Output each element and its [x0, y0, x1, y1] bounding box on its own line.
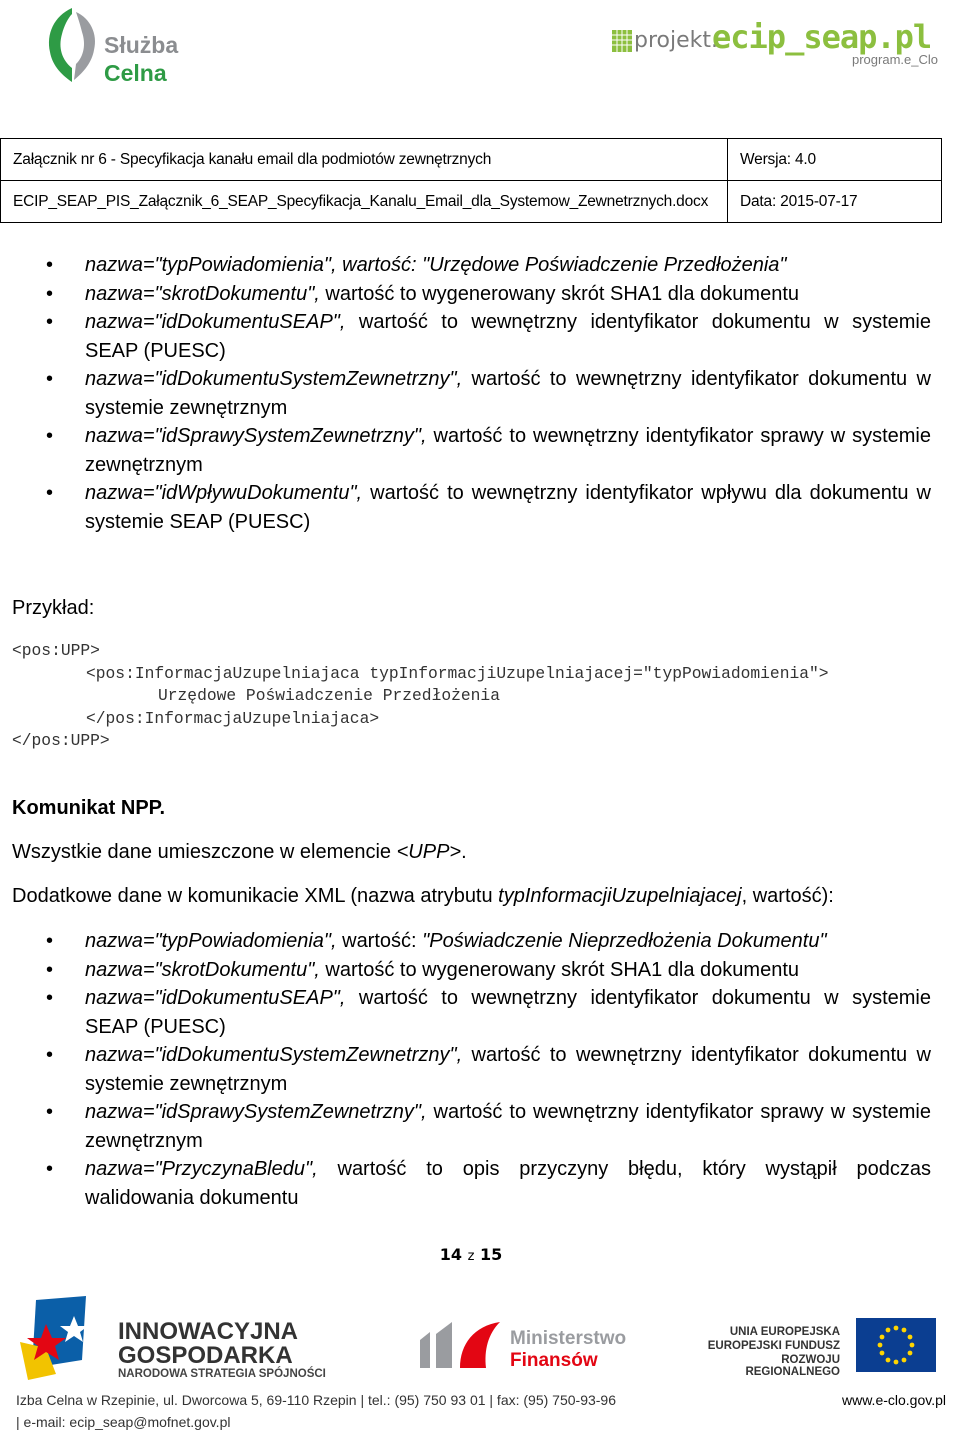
section-heading: Komunikat NPP. [12, 797, 165, 819]
logo-line: UNIA EUROPEJSKA [729, 1326, 840, 1338]
attr-value: "Poświadczenie Nieprzedłożenia Dokumentu" [422, 930, 827, 952]
logo-prefix: projekt. [634, 28, 718, 53]
list-item [0, 1041, 931, 1098]
code-line: </pos:InformacjaUzupelniajaca> [86, 709, 380, 728]
attr-name: nazwa="skrotDokumentu", [85, 958, 320, 981]
ecip-seap-logo [612, 14, 942, 70]
logo-line: Ministerstwo [510, 1328, 627, 1349]
list-item [0, 251, 931, 280]
sluzba-celna-logo [42, 4, 202, 88]
attr-desc: wartość to wewnętrzny identyfikator dokumentu w systemie zewnętrznym [85, 1044, 931, 1095]
attribute-list-upp [0, 251, 931, 536]
attr-desc: wartość to wewnętrzny identyfikator dokumentu w systemie SEAP (PUESC) [85, 987, 931, 1038]
logo-line: NARODOWA STRATEGIA SPÓJNOŚCI [118, 1368, 326, 1380]
footer-email: | e-mail: ecip_seap@mofnet.gov.pl [16, 1414, 231, 1430]
attr-desc: wartość to wewnętrzny identyfikator sprawy w systemie zewnętrznym [85, 425, 931, 476]
attr-name: nazwa="idSprawySystemZewnetrzny", [85, 1101, 427, 1123]
attr-name: nazwa="idDokumentuSEAP", [85, 311, 346, 333]
sluzba-celna-emblem-icon [42, 4, 102, 88]
attr-name: nazwa="PrzyczynaBledu", [85, 1158, 318, 1180]
footer-website-link[interactable]: www.e-clo.gov.pl [842, 1392, 947, 1408]
attr-desc: wartość to opis przyczyny błędu, który wystąpił podczas walidowania dokumentu [85, 1158, 931, 1209]
mf-emblem-icon [414, 1320, 504, 1370]
logo-line: INNOWACYJNA [118, 1318, 299, 1345]
npp-paragraph-1: Wszystkie dane umieszczone w elemencie <UPP>. [12, 841, 467, 863]
logo-sub: program.e_Clo [852, 52, 938, 67]
date-cell: Data: 2015-07-17 [728, 181, 942, 223]
logo-line: GOSPODARKA [118, 1342, 293, 1369]
attr-name: nazwa="idWpływuDokumentu", [85, 482, 363, 504]
example-label: Przykład: [12, 597, 95, 619]
list-item [0, 280, 931, 309]
logo-text-line2: Celna [104, 60, 167, 86]
attr-name: nazwa="typPowiadomienia", [85, 930, 337, 952]
attribute-list-npp [0, 927, 931, 1212]
doc-filename-cell: ECIP_SEAP_PIS_Załącznik_6_SEAP_Specyfikacja_Kanalu_Email_dla_Systemow_Zewnetrznych.docx [1, 181, 728, 223]
attr-name: nazwa="idSprawySystemZewnetrzny", [85, 425, 427, 447]
logo-line: Finansów [510, 1350, 598, 1371]
logo-line: ROZWOJU REGIONALNEGO [745, 1354, 840, 1378]
ministerstwo-finansow-logo [414, 1312, 654, 1376]
star-flag-icon [16, 1296, 112, 1382]
list-item [0, 1155, 931, 1212]
list-item [0, 422, 931, 479]
attr-desc: wartość to wewnętrzny identyfikator dokumentu w systemie zewnętrznym [85, 368, 931, 419]
eu-logo [684, 1318, 944, 1378]
attr-desc: wartość: [336, 930, 423, 952]
green-grid-icon [612, 30, 632, 52]
list-item [0, 479, 931, 536]
attr-name: nazwa="idDokumentuSystemZewnetrzny", [85, 1044, 463, 1066]
attr-desc: wartość to wewnętrzny identyfikator dokumentu w systemie SEAP (PUESC) [85, 311, 931, 362]
innowacyjna-gospodarka-logo [16, 1296, 376, 1382]
list-item [0, 927, 931, 956]
attr-name: nazwa="idDokumentuSEAP", [85, 987, 346, 1009]
document-header-table [0, 138, 942, 223]
list-item [0, 1098, 931, 1155]
logo-text-line1: Służba [104, 32, 179, 58]
logo-name: ecip_seap.pl [712, 18, 932, 56]
page-number: 14 z 15 [439, 1245, 503, 1264]
version-cell: Wersja: 4.0 [728, 139, 942, 181]
attr-name: nazwa="skrotDokumentu", [85, 282, 320, 305]
code-line: <pos:InformacjaUzupelniajaca typInformacjiUzupelniajacej="typPowiadomienia"> [86, 664, 829, 683]
logo-line: EUROPEJSKI FUNDUSZ [707, 1340, 840, 1352]
list-item [0, 956, 931, 985]
attr-name: nazwa="idDokumentuSystemZewnetrzny", [85, 368, 463, 390]
attr-desc: wartość to wewnętrzny identyfikator wpływu dla dokumentu w systemie SEAP (PUESC) [85, 482, 931, 533]
attr-desc: wartość to wygenerowany skrót SHA1 dla dokumentu [319, 282, 799, 305]
doc-title-cell: Załącznik nr 6 - Specyfikacja kanału email dla podmiotów zewnętrznych [1, 139, 728, 181]
attr-desc: wartość to wewnętrzny identyfikator sprawy w systemie zewnętrznym [85, 1101, 931, 1152]
code-line: </pos:UPP> [12, 731, 110, 750]
list-item [0, 365, 931, 422]
npp-paragraph-2: Dodatkowe dane w komunikacie XML (nazwa atrybutu typInformacjiUzupelniajacej, wartość): [12, 885, 834, 907]
code-line: Urzędowe Poświadczenie Przedłożenia [158, 686, 500, 705]
list-item [0, 308, 931, 365]
eu-flag-icon [856, 1318, 936, 1372]
attr-desc: wartość to wygenerowany skrót SHA1 dla dokumentu [319, 958, 799, 981]
code-line: <pos:UPP> [12, 641, 100, 660]
attr-name: nazwa="typPowiadomienia", wartość: "Urzędowe Poświadczenie Przedłożenia" [85, 254, 787, 276]
list-item [0, 984, 931, 1041]
footer-address: Izba Celna w Rzepinie, ul. Dworcowa 5, 69-110 Rzepin | tel.: (95) 750 93 01 | fax: (95) 750-93-96 [16, 1392, 617, 1408]
